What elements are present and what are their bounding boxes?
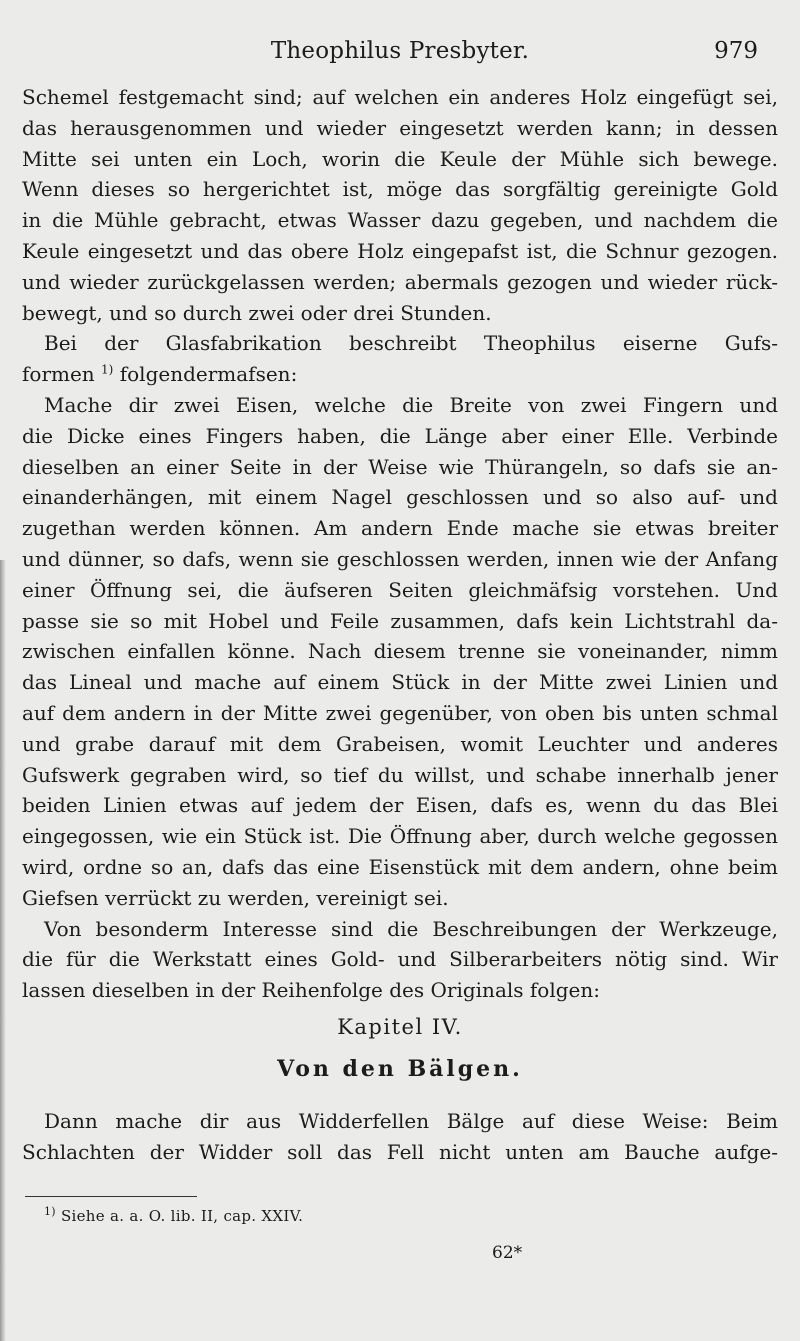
chapter-label: Kapitel IV.: [337, 1015, 463, 1039]
text-fragment: folgendermafsen:: [113, 362, 298, 387]
text-line: passe sie so mit Hobel und Feile zusammen, dafs kein Lichtstrahl da-: [22, 608, 778, 633]
text-line: zugethan werden können. Am andern Ende mache sie etwas breiter: [22, 516, 778, 541]
text-line: das herausgenommen und wieder eingesetzt werden kann; in dessen: [22, 115, 778, 140]
text-line: und dünner, so dafs, wenn sie geschlossen werden, innen wie der Anfang: [22, 546, 778, 571]
text-line: Mitte sei unten ein Loch, worin die Keule der Mühle sich bewege.: [22, 146, 778, 171]
text-line: Bei der Glasfabrikation beschreibt Theophilus eiserne Gufs-: [44, 331, 778, 356]
text-line: das Lineal und mache auf einem Stück in der Mitte zwei Linien und: [22, 670, 778, 695]
text-line: die Dicke eines Fingers haben, die Länge aber einer Elle. Verbinde: [22, 423, 778, 448]
printer-signature-mark: 62*: [492, 1243, 523, 1263]
page-number: 979: [714, 38, 758, 64]
page-edge-shadow: [0, 560, 6, 1341]
footnote-reference: 1): [101, 362, 114, 377]
page-header: [20, 38, 780, 72]
text-line: dieselben an einer Seite in der Weise wie Thürangeln, so dafs sie an-: [22, 454, 778, 479]
text-line: und wieder zurückgelassen werden; abermals gezogen und wieder rück-: [22, 269, 778, 294]
text-line: Giefsen verrückt zu werden, vereinigt sei.: [22, 885, 449, 910]
text-line: einer Öffnung sei, die äufseren Seiten gleichmäfsig vorstehen. Und: [22, 577, 778, 602]
footnote-text: Siehe a. a. O. lib. II, cap. XXIV.: [55, 1207, 304, 1225]
text-line: auf dem andern in der Mitte zwei gegenüber, von oben bis unten schmal: [22, 700, 778, 725]
footnote-marker: 1): [44, 1205, 56, 1218]
text-line: zwischen einfallen könne. Nach diesem trenne sie voneinander, nimm: [22, 639, 778, 664]
text-line: wird, ordne so an, dafs das eine Eisenstück mit dem andern, ohne beim: [22, 854, 778, 879]
text-line: lassen dieselben in der Reihenfolge des Originals folgen:: [22, 978, 600, 1003]
text-line: Wenn dieses so hergerichtet ist, möge das sorgfältig gereinigte Gold: [22, 177, 778, 202]
text-line: Keule eingesetzt und das obere Holz eingepafst ist, die Schnur gezogen.: [22, 238, 778, 263]
chapter-text-block: [22, 1106, 778, 1168]
text-line: Von besonderm Interesse sind die Beschreibungen der Werkzeuge,: [44, 916, 778, 941]
text-line: Schemel festgemacht sind; auf welchen ein anderes Holz eingefügt sei,: [22, 85, 778, 109]
text-fragment: formen: [22, 362, 95, 387]
text-line: beiden Linien etwas auf jedem der Eisen, dafs es, wenn du das Blei: [22, 793, 778, 818]
chapter-title: Von den Bälgen.: [277, 1056, 523, 1082]
footnote: [44, 1205, 303, 1225]
text-line: Gufswerk gegraben wird, so tief du willst, und schabe innerhalb jener: [22, 762, 778, 787]
text-line: Dann mache dir aus Widderfellen Bälge auf diese Weise: Beim: [44, 1109, 778, 1133]
text-line: Schlachten der Widder soll das Fell nicht unten am Bauche aufge-: [22, 1139, 778, 1164]
footnote-divider: [25, 1196, 197, 1197]
text-line: in die Mühle gebracht, etwas Wasser dazu gegeben, und nachdem die: [22, 208, 778, 233]
text-line: eingegossen, wie ein Stück ist. Die Öffnung aber, durch welche gegossen: [22, 824, 778, 849]
main-text-block: [22, 82, 778, 1006]
text-line: einanderhängen, mit einem Nagel geschlossen und so also auf- und: [22, 485, 778, 510]
text-line: die für die Werkstatt eines Gold- und Silberarbeiters nötig sind. Wir: [22, 947, 778, 972]
text-line: Mache dir zwei Eisen, welche die Breite von zwei Fingern und: [44, 392, 778, 417]
text-line: bewegt, und so durch zwei oder drei Stunden.: [22, 300, 492, 325]
text-line-with-footnote: [22, 359, 778, 390]
text-line: und grabe darauf mit dem Grabeisen, womit Leuchter und anderes: [22, 731, 778, 756]
running-title: Theophilus Presbyter.: [270, 38, 530, 64]
